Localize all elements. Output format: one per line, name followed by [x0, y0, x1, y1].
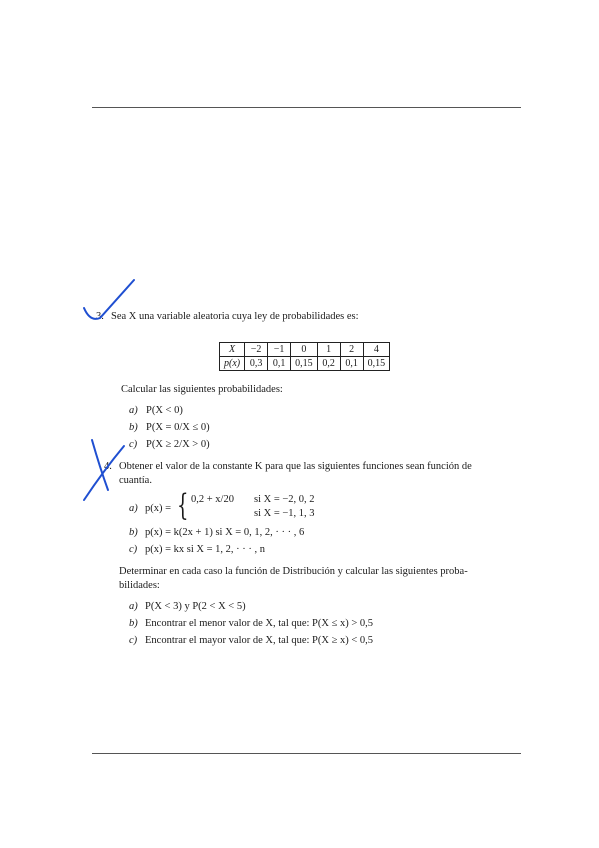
table-cell: −2 [245, 343, 268, 357]
problem4-instruction-line1: Determinar en cada caso la función de Distribución y calcular las siguientes proba- [119, 566, 468, 577]
problem3-item-a-label: a) [129, 405, 138, 416]
problem4-statement-line1: Obtener el valor de la constante K para que las siguientes funciones sean función de [119, 461, 472, 472]
table-cell: 0,2 [317, 357, 340, 371]
problem4-item-c: p(x) = kx si X = 1, 2, · · · , n [145, 544, 266, 555]
problem4-item-a-case1-expr: 0,2 + x/20 [191, 494, 234, 505]
table-cell: 0,15 [291, 357, 318, 371]
problem4-item-a-case2-cond: si X = −1, 1, 3 [254, 508, 315, 519]
problem3-statement: Sea X una variable aleatoria cuya ley de probabilidades es: [111, 311, 359, 322]
table-header-x: X [220, 343, 245, 357]
table-cell: 0,1 [340, 357, 363, 371]
cross-icon-stroke2 [84, 446, 124, 500]
table-cell: 0,15 [363, 357, 390, 371]
table-cell: −1 [268, 343, 291, 357]
problem4-subitem-b-label: b) [129, 618, 138, 629]
problem4-subitem-a-label: a) [129, 601, 138, 612]
problem4-subitem-b: Encontrar el menor valor de X, tal que: P(X ≤ x) > 0,5 [145, 618, 374, 629]
problem4-statement-line2: cuantía. [119, 475, 152, 486]
problem4-item-b-label: b) [129, 527, 138, 538]
table-cell: 2 [340, 343, 363, 357]
problem3-item-b-label: b) [129, 422, 138, 433]
problem4-item-c-label: c) [129, 544, 138, 555]
table-cell: 0,1 [268, 357, 291, 371]
table-cell: 0 [291, 343, 318, 357]
table-cell: 1 [317, 343, 340, 357]
table-header-px: p(x) [220, 357, 245, 371]
problem4-subitem-a: P(X < 3) y P(2 < X < 5) [145, 601, 246, 612]
cross-icon [92, 440, 108, 490]
problem3-item-a: P(X < 0) [146, 405, 183, 416]
problem4-item-b: p(x) = k(2x + 1) si X = 0, 1, 2, · · · , 6 [145, 527, 305, 538]
problem4-subitem-c: Encontrar el mayor valor de X, tal que: P(X ≥ x) < 0,5 [145, 635, 374, 646]
problem4-item-a-case1-cond: si X = −2, 0, 2 [254, 494, 315, 505]
problem4-item-a-prefix: p(x) = [145, 503, 172, 514]
problem4-instruction-line2: bilidades: [119, 580, 160, 591]
problem3-number: 3. [96, 311, 104, 322]
piecewise-brace: { [177, 488, 189, 523]
problem4-item-a-label: a) [129, 503, 138, 514]
checkmark-icon [84, 280, 134, 319]
problem4-number: 4. [104, 461, 112, 472]
table-cell: 0,3 [245, 357, 268, 371]
table-cell: 4 [363, 343, 390, 357]
problem3-instruction: Calcular las siguientes probabilidades: [121, 384, 283, 395]
problem3-item-c-label: c) [129, 439, 138, 450]
problem3-item-c: P(X ≥ 2/X > 0) [146, 439, 210, 450]
problem4-subitem-c-label: c) [129, 635, 138, 646]
problem3-item-b: P(X = 0/X ≤ 0) [146, 422, 210, 433]
